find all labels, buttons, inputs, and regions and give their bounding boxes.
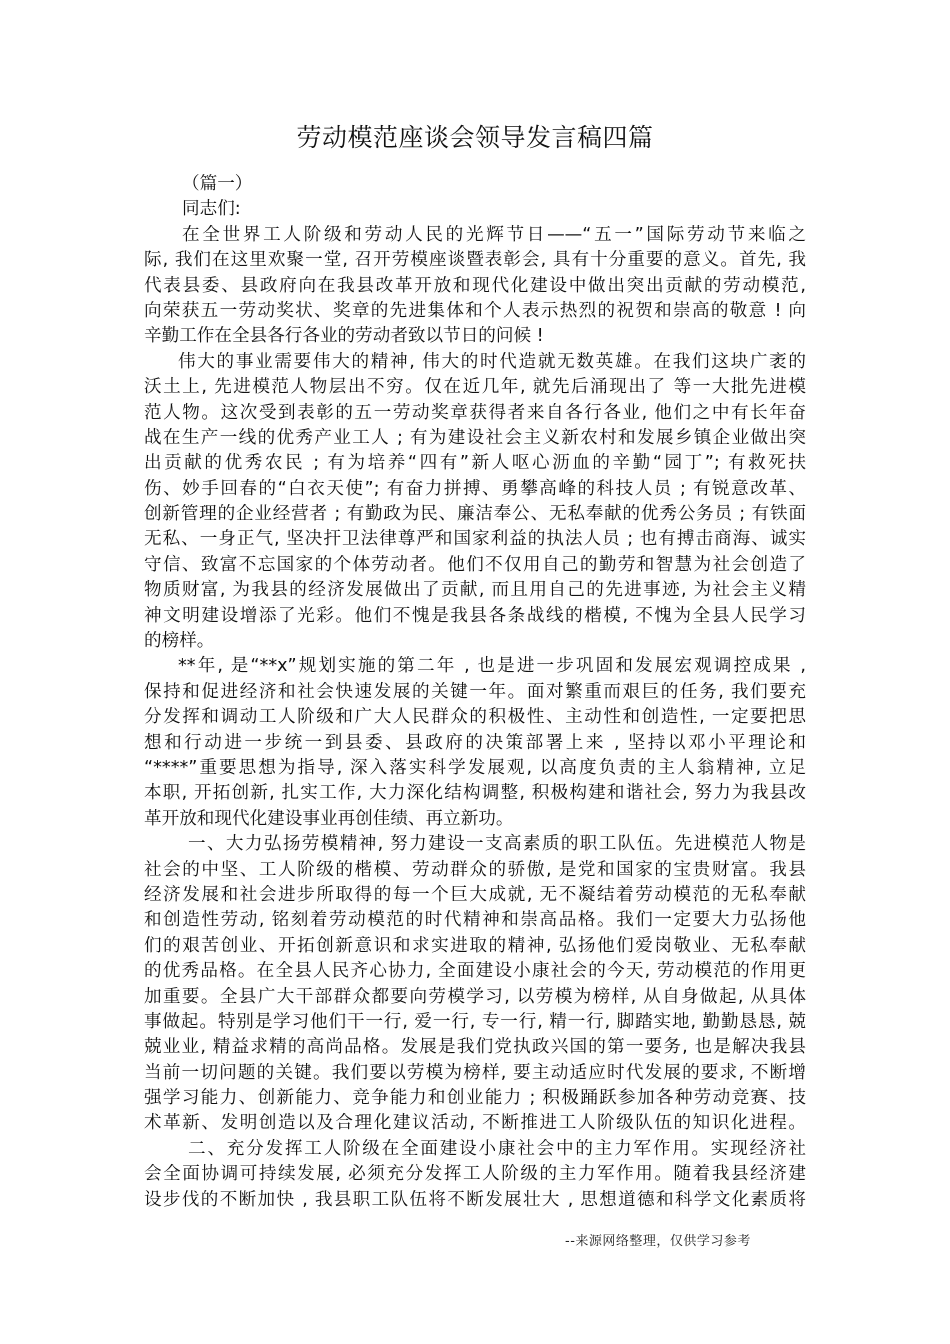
text-line: 创新管理的企业经营者 ; 有勤政为民、廉洁奉公、无私奉献的优秀公务员 ; 有铁面: [144, 504, 806, 525]
text-line: 革开放和现代化建设事业再创佳绩、再立新功。: [144, 808, 514, 829]
text-line: 一、大力弘扬劳模精神, 努力建设一支高素质的职工队伍。先进模范人物是: [188, 834, 806, 855]
text-line: 兢业业, 精益求精的高尚品格。发展是我们党执政兴国的第一要务, 也是解决我县: [144, 1037, 806, 1058]
text-line: “****”重要思想为指导, 深入落实科学发展观, 以高度负责的主人翁精神, 立足: [144, 757, 806, 778]
text-line: 物质财富, 为我县的经济发展做出了贡献, 而且用自己的先进事迹, 为社会主义精: [144, 580, 806, 601]
text-line: 术革新、发明创造以及合理化建议活动, 不断推进工人阶级队伍的知识化进程。: [144, 1113, 806, 1134]
text-line: 范人物。这次受到表彰的五一劳动奖章获得者来自各行各业, 他们之中有长年奋: [144, 402, 806, 423]
text-line: 出贡献的优秀农民 ; 有为培养“四有”新人呕心沥血的辛勤“园丁”; 有救死扶: [144, 453, 806, 474]
section-heading: （篇一）: [182, 174, 253, 194]
text-line: 本职, 开拓创新, 扎实工作, 大力深化结构调整, 积极构建和谐社会, 努力为我县改: [144, 783, 806, 804]
text-line: 的榜样。: [144, 631, 215, 652]
text-line: 战在生产一线的优秀产业工人 ; 有为建设社会主义新农村和发展乡镇企业做出突: [144, 427, 806, 448]
text-line: 和创造性劳动, 铭刻着劳动模范的时代精神和崇高品格。我们一定要大力弘扬他: [144, 910, 806, 931]
text-line: 分发挥和调动工人阶级和广大人民群众的积极性、主动性和创造性, 一定要把思: [144, 707, 806, 728]
footer-note: --来源网络整理，仅供学习参考: [565, 1234, 751, 1249]
text-line: 的优秀品格。在全县人民齐心协力, 全面建设小康社会的今天, 劳动模范的作用更: [144, 961, 806, 982]
text-line: 在全世界工人阶级和劳动人民的光辉节日——“五一”国际劳动节来临之: [182, 224, 806, 245]
text-line: 沃土上, 先进模范人物层出不穷。仅在近几年, 就先后涌现出了 等一大批先进模: [144, 377, 806, 398]
text-line: 无私、一身正气, 坚决扞卫法律尊严和国家利益的执法人员 ; 也有搏击商海、诚实: [144, 529, 806, 550]
text-line: **年, 是“**x”规划实施的第二年 , 也是进一步巩固和发展宏观调控成果 ,: [178, 656, 806, 677]
text-line: 际, 我们在这里欢聚一堂, 召开劳模座谈暨表彰会, 具有十分重要的意义。首先, 我: [144, 250, 806, 271]
text-line: 伤、妙手回春的“白衣天使”; 有奋力拼搏、勇攀高峰的科技人员 ; 有锐意改革、: [144, 478, 806, 499]
text-line: 强学习能力、创新能力、竞争能力和创业能力 ; 积极踊跃参加各种劳动竞赛、技: [144, 1088, 806, 1109]
text-line: 辛勤工作在全县各行各业的劳动者致以节日的问候 !: [144, 326, 544, 347]
text-line: 经济发展和社会进步所取得的每一个巨大成就, 无不凝结着劳动模范的无私奉献: [144, 884, 806, 905]
document-title: 劳动模范座谈会领导发言稿四篇: [296, 123, 654, 152]
text-line: 神文明建设增添了光彩。他们不愧是我县各条战线的楷模, 不愧为全县人民学习: [144, 605, 806, 626]
text-line: 守信、致富不忘国家的个体劳动者。他们不仅用自己的勤劳和智慧为社会创造了: [144, 554, 806, 575]
text-line: 当前一切问题的关键。我们要以劳模为榜样, 要主动适应时代发展的要求, 不断增: [144, 1062, 806, 1083]
text-line: 代表县委、县政府向在我县改革开放和现代化建设中做出突出贡献的劳动模范,: [144, 275, 806, 296]
text-line: 加重要。全县广大干部群众都要向劳模学习, 以劳模为榜样, 从自身做起, 从具体: [144, 986, 806, 1007]
text-line: 二、充分发挥工人阶级在全面建设小康社会中的主力军作用。实现经济社: [188, 1138, 806, 1159]
text-line: 会全面协调可持续发展, 必须充分发挥工人阶级的主力军作用。随着我县经济建: [144, 1164, 806, 1185]
salutation: 同志们:: [182, 199, 241, 220]
document-body: [144, 172, 806, 1213]
text-line: 社会的中坚、工人阶级的楷模、劳动群众的骄傲, 是党和国家的宝贵财富。我县: [144, 859, 806, 880]
text-line: 设步伐的不断加快 , 我县职工队伍将不断发展壮大 , 思想道德和科学文化素质将: [144, 1189, 806, 1210]
text-line: 向荣获五一劳动奖状、奖章的先进集体和个人表示热烈的祝贺和崇高的敬意 ! 向: [144, 300, 806, 321]
text-line: 保持和促进经济和社会快速发展的关键一年。面对繁重而艰巨的任务, 我们要充: [144, 681, 806, 702]
text-line: 想和行动进一步统一到县委、县政府的决策部署上来 , 坚持以邓小平理论和: [144, 732, 806, 753]
text-line: 们的艰苦创业、开拓创新意识和求实进取的精神, 弘扬他们爱岗敬业、无私奉献: [144, 935, 806, 956]
text-line: 事做起。特别是学习他们干一行, 爱一行, 专一行, 精一行, 脚踏实地, 勤勤恳恳, 兢: [144, 1011, 806, 1032]
text-line: 伟大的事业需要伟大的精神, 伟大的时代造就无数英雄。在我们这块广袤的: [178, 351, 806, 372]
